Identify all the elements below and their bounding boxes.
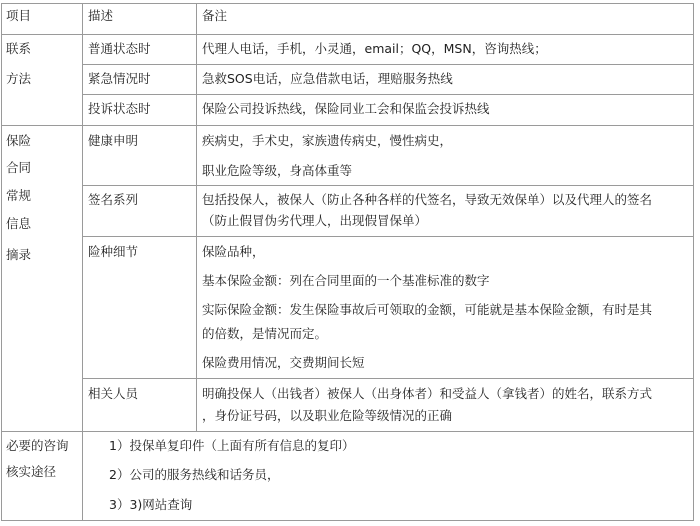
row-desc-complaint: 投诉状态时 [88,101,151,116]
verify-item-2: 2）公司的服务热线和话务员， [109,467,280,482]
row-note-signature-line2: （防止假冒伪劣代理人，出现假冒保单） [202,213,428,228]
row-desc-product: 险种细节 [88,244,139,259]
section-label-contract-line2: 合同 [6,160,32,175]
header-desc: 描述 [88,8,114,23]
row-note-emergency: 急救SOS电话，应急借款电话，理赔服务热线 [202,71,453,86]
table-border-top [1,3,694,4]
row-note-persons-line2: ，身份证号码，以及职业危险等级情况的正确 [202,408,453,423]
section-label-contact-line1: 联系 [6,41,32,56]
row-divider [1,125,694,126]
row-note-signature-line1: 包括投保人，被保人（防止各种各样的代签名，导致无效保单）以及代理人的签名 [202,192,653,207]
table-border-bottom [1,520,694,521]
row-divider [1,34,694,35]
row-note-health-line1: 疾病史，手术史，家族遗传病史，慢性病史， [202,133,453,148]
row-divider [82,378,694,379]
row-note-product-line3: 实际保险金额：发生保险事故后可领取的金额，可能就是基本保险金额，有时是其 [202,302,653,317]
row-note-persons-line1: 明确投保人（出钱者）被保人（出身体者）和受益人（拿钱者）的姓名，联系方式 [202,386,653,401]
section-label-verify-line2: 核实途径 [6,464,57,479]
section-label-contract-line5: 摘录 [6,247,32,262]
row-divider [82,94,694,95]
col-divider [82,3,83,521]
row-note-product-line4: 的倍数，是情况而定。 [202,326,328,341]
row-note-product-line1: 保险品种， [202,244,265,259]
row-note-health-line2: 职业危险等级，身高体重等 [202,163,353,178]
row-divider [82,64,694,65]
row-note-product-line2: 基本保险金额：列在合同里面的一个基准标准的数字 [202,273,490,288]
row-divider [82,236,694,237]
section-label-contact-line2: 方法 [6,71,32,86]
row-desc-normal: 普通状态时 [88,41,151,56]
row-desc-persons: 相关人员 [88,386,139,401]
section-label-contract-line3: 常规 [6,188,32,203]
col-divider [196,3,197,431]
row-desc-health: 健康申明 [88,133,139,148]
verify-item-3: 3）3)网站查询 [109,497,193,512]
header-note: 备注 [202,8,228,23]
table-border-right [693,3,694,521]
verify-item-1: 1）投保单复印件（上面有所有信息的复印） [109,438,355,453]
row-note-normal: 代理人电话，手机，小灵通，email；QQ，MSN，咨询热线； [202,41,547,56]
row-divider [1,431,694,432]
row-divider [82,185,694,186]
table-border-left [1,3,2,521]
section-label-contract-line4: 信息 [6,216,32,231]
row-note-complaint: 保险公司投诉热线，保险同业工会和保监会投诉热线 [202,101,490,116]
row-note-product-line5: 保险费用情况，交费期间长短 [202,355,365,370]
row-desc-emergency: 紧急情况时 [88,71,151,86]
row-desc-signature: 签名系列 [88,192,139,207]
section-label-contract-line1: 保险 [6,133,32,148]
section-label-verify-line1: 必要的咨询 [6,438,69,453]
header-item: 项目 [6,8,32,23]
